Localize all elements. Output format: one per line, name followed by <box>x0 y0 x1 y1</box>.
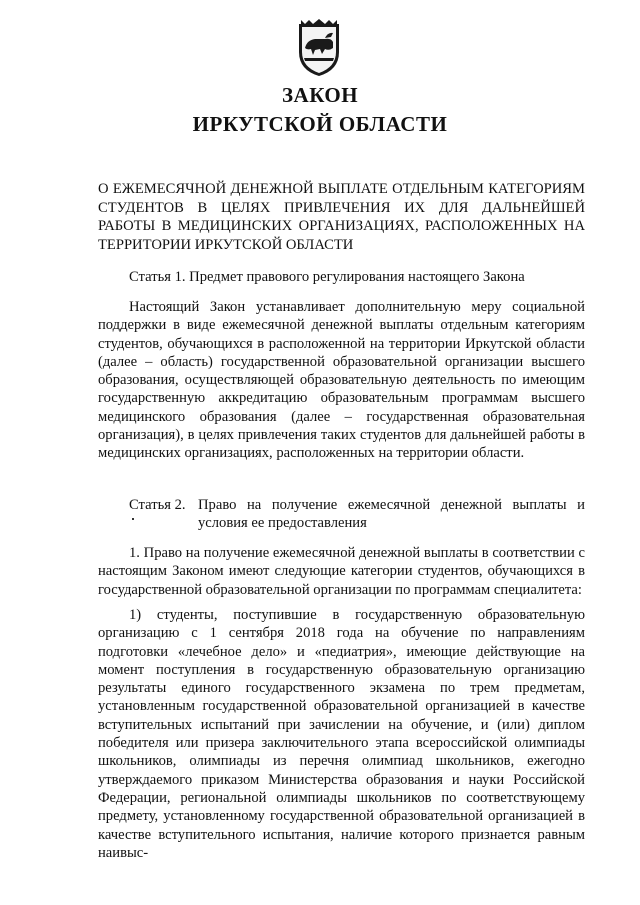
law-title: ЗАКОН <box>281 83 359 107</box>
article-2-heading: Право на получение ежемесячной денежной выплаты и условия ее предоставления <box>198 497 585 531</box>
article-1-text: Настоящий Закон устанавливает дополнительную меру социальной поддержки в виде ежемесячной денежной выплаты отдельным категориям студентов, обучающихся в расположенной на территории Иркутской области (далее – область) государственной образовательной организации высшего образования, осуществляющей образовательную деятельность по имеющим государственную аккредитацию образовательным программам высшего медицинского образования (далее – государственная образовательная организация), в целях привлечения таких студентов для дальнейшей работы в медицинских организациях, расположенных на территории области. <box>98 299 585 462</box>
law-subject: О ЕЖЕМЕСЯЧНОЙ ДЕНЕЖНОЙ ВЫПЛАТЕ ОТДЕЛЬНЫМ КАТЕГОРИЯМ СТУДЕНТОВ В ЦЕЛЯХ ПРИВЛЕЧЕНИЯ ИХ ДЛЯ ДАЛЬНЕЙШЕЙ РАБОТЫ В МЕДИЦИНСКИХ ОРГАНИЗАЦИЯХ, РАСПОЛОЖЕННЫХ НА ТЕРРИТОРИИ ИРКУТСКОЙ ОБЛАСТИ <box>98 181 585 253</box>
scan-speck <box>132 518 134 520</box>
article-1-heading: Статья 1. Предмет правового регулирования настоящего Закона <box>129 269 525 285</box>
law-region: ИРКУТСКОЙ ОБЛАСТИ <box>192 112 448 136</box>
article-2-label: Статья 2. <box>129 497 186 513</box>
article-2-paragraph-2: 1) студенты, поступившие в государственную образовательную организацию с 1 сентября 2018 года на обучение по направлениям подготовки «лечебное дело» и «педиатрия», имеющие действующие на момент поступления в государственную образовательную организацию результаты единого государственного экзамена по трем предметам, установленным государственной образовательной организацией в качестве вступительных испытаний при зачислении на обучение, и (или) диплом победителя или призера заключительного этапа всероссийской олимпиады школьников, олимпиады из перечня олимпиад школьников, ежегодно утверждаемого приказом Министерства образования и науки Российской Федерации, региональной олимпиады школьников по соответствующему предмету, установленному государственной образовательной организацией в качестве вступительного испытания, наличие которого признается равным наивыс- <box>98 607 585 861</box>
irkutsk-coat-of-arms-icon <box>295 18 343 78</box>
article-2-paragraph-1: 1. Право на получение ежемесячной денежной выплаты в соответствии с настоящим Законом имеют следующие категории студентов, обучающихся в государственной образовательной организации по программам специалитета: <box>98 545 585 598</box>
